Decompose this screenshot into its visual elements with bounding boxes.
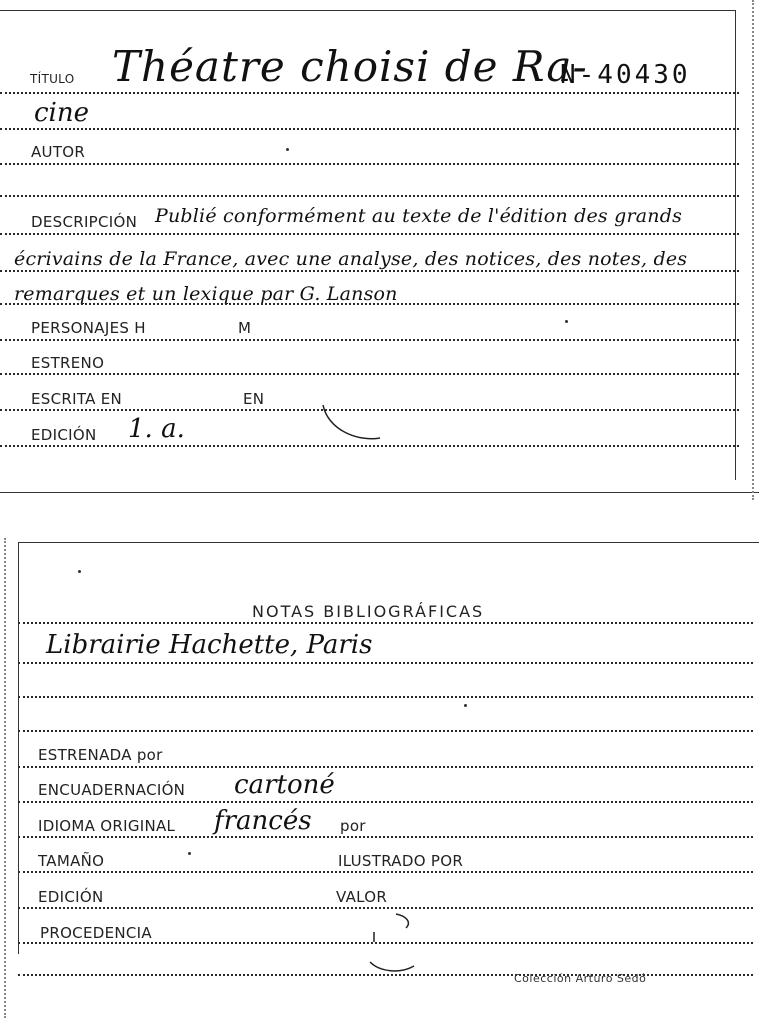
autor-rule xyxy=(0,163,739,165)
speck xyxy=(464,704,467,707)
titulo-handwritten-cont: cine xyxy=(34,98,90,128)
idioma-label: IDIOMA ORIGINAL xyxy=(38,817,176,835)
descripcion-line-1: Publié conformément au texte de l'édition des grands xyxy=(155,205,683,227)
en-label: EN xyxy=(243,390,265,408)
notas-rule-2 xyxy=(18,662,753,664)
estrenada-label: ESTRENADA por xyxy=(38,746,163,764)
catalog-card-1 xyxy=(0,0,759,500)
estrenada-rule xyxy=(18,766,753,768)
edicion-label: EDICIÓN xyxy=(38,888,104,906)
autor-rule-2 xyxy=(0,195,739,197)
descripcion-line-2: écrivains de la France, avec une analyse, des notices, des notes, des xyxy=(14,248,688,270)
scan-edge xyxy=(752,0,754,500)
edicion-label: EDICIÓN xyxy=(31,426,97,444)
estreno-rule xyxy=(0,373,739,375)
ilustrado-label: ILUSTRADO POR xyxy=(338,852,464,870)
descripcion-label: DESCRIPCIÓN xyxy=(31,213,138,231)
notas-rule-3 xyxy=(18,696,753,698)
escrita-en-label: ESCRITA EN xyxy=(31,390,123,408)
valor-label: VALOR xyxy=(336,888,388,906)
descripcion-rule-1 xyxy=(0,233,739,235)
notas-heading: NOTAS BIBLIOGRÁFICAS xyxy=(252,602,485,621)
personajes-rule xyxy=(0,339,739,341)
tamano-rule xyxy=(18,871,753,873)
catalog-card-2 xyxy=(0,538,759,1018)
stain-mark xyxy=(366,910,426,980)
speck xyxy=(286,148,289,151)
idioma-rule xyxy=(18,836,753,838)
procedencia-label: PROCEDENCIA xyxy=(40,924,152,942)
notas-rule-4 xyxy=(18,730,753,732)
edicion-value: 1. a. xyxy=(128,414,185,444)
catalog-number: N-40430 xyxy=(560,60,691,90)
speck xyxy=(78,570,81,573)
idioma-value: francés xyxy=(214,806,312,836)
encuadernacion-value: cartoné xyxy=(234,770,335,800)
edicion-rule xyxy=(18,907,753,909)
speck xyxy=(565,320,568,323)
card-top-border xyxy=(0,10,735,11)
titulo-rule-2 xyxy=(0,128,739,130)
personajes-m-label: M xyxy=(238,319,252,337)
notas-rule-1 xyxy=(18,622,753,624)
descripcion-rule-3 xyxy=(0,303,739,305)
titulo-label: TÍTULO xyxy=(30,72,75,86)
card-bottom-border xyxy=(0,492,759,493)
estreno-label: ESTRENO xyxy=(31,354,105,372)
autor-label: AUTOR xyxy=(31,143,86,161)
titulo-rule xyxy=(0,92,739,94)
card-left-border xyxy=(18,542,19,954)
encuadernacion-label: ENCUADERNACIÓN xyxy=(38,781,186,799)
personajes-label: PERSONAJES H xyxy=(31,319,146,337)
speck xyxy=(188,852,191,855)
descripcion-line-3: remarques et un lexique par G. Lanson xyxy=(14,283,398,305)
collection-credit: Colección Arturo Sedó xyxy=(514,972,647,985)
card-top-border xyxy=(18,542,759,543)
stain-mark xyxy=(318,400,388,450)
titulo-handwritten: Théatre choisi de Ra- xyxy=(112,42,588,91)
scan-edge xyxy=(4,538,6,1018)
por-label: por xyxy=(340,817,366,835)
encuadernacion-rule xyxy=(18,801,753,803)
descripcion-rule-2 xyxy=(0,270,739,272)
tamano-label: TAMAÑO xyxy=(38,852,105,870)
notas-handwritten: Librairie Hachette, Paris xyxy=(46,630,373,660)
